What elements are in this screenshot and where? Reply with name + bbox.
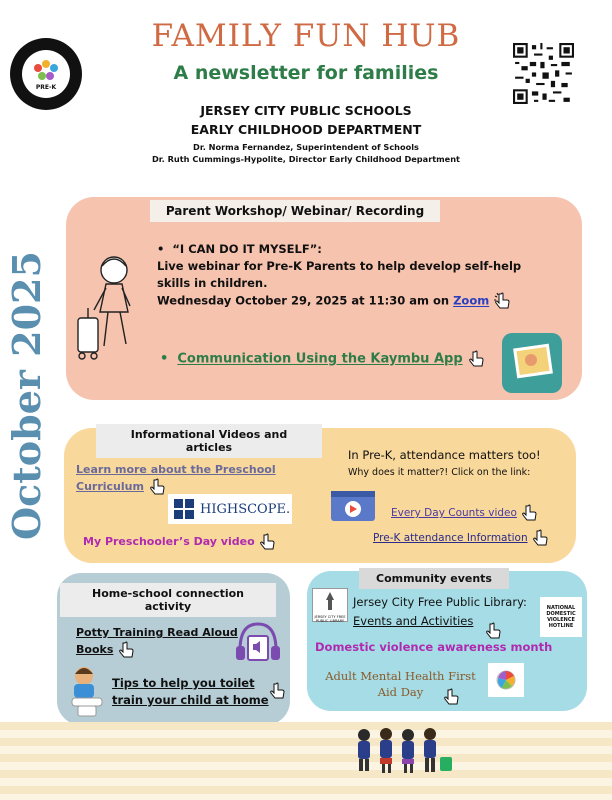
leaders-block — [110, 141, 502, 165]
pointer-hand-icon — [467, 350, 487, 368]
library-line-2-wrap — [353, 612, 538, 631]
tips-line-2-wrap — [112, 692, 292, 709]
attendance-subtitle: Why does it matter?! Click on the link: — [348, 467, 531, 478]
webinar-title-line — [157, 241, 557, 258]
month-text: October 2025 — [4, 251, 49, 540]
preschooler-day-line — [83, 533, 313, 551]
mental-health-logo — [488, 663, 524, 697]
attendance-info-line — [373, 529, 573, 547]
pointer-hand-icon — [531, 529, 551, 547]
library-events-link[interactable]: Events and Activities — [353, 614, 474, 628]
dv-link[interactable] — [315, 640, 575, 654]
child-with-suitcase-illustration — [74, 248, 144, 366]
potty-link-line-1[interactable]: Potty Training Read Aloud — [76, 626, 238, 639]
pointer-hand-icon — [442, 688, 462, 706]
curriculum-link-block[interactable] — [76, 462, 296, 496]
webinar-date-line — [157, 292, 557, 310]
newsletter-subtitle: A newsletter for families — [173, 62, 439, 84]
mental-health-line-1[interactable]: Adult Mental Health First — [325, 669, 476, 683]
superintendent-line: Dr. Norma Fernandez, Superintendent of Schools — [193, 142, 419, 152]
tips-block[interactable] — [112, 675, 292, 709]
footer-stripes — [0, 722, 612, 800]
library-block — [353, 593, 538, 631]
library-logo — [312, 588, 348, 622]
preschooler-day-link[interactable]: My Preschooler’s Day video — [83, 535, 255, 548]
potty-link-line-2[interactable]: Books — [76, 643, 114, 656]
month-vertical-label — [0, 250, 52, 550]
students-walking-illustration — [350, 727, 460, 775]
attendance-title: In Pre-K, attendance matters too! — [348, 448, 541, 462]
potty-line-2-wrap — [76, 641, 246, 659]
webinar-block — [157, 241, 557, 310]
organization-block — [110, 101, 502, 139]
potty-books-block[interactable] — [76, 625, 246, 659]
dv-hotline-logo — [540, 597, 582, 637]
webinar-date: Wednesday October 29, 2025 at 11:30 am on — [157, 293, 454, 308]
every-day-line — [391, 504, 551, 522]
curriculum-link-line-1[interactable]: Learn more about the Preschool — [76, 463, 276, 476]
dv-link-text[interactable]: Domestic violence awareness month — [315, 640, 553, 654]
pointer-hand-icon — [268, 682, 288, 700]
library-line-1: Jersey City Free Public Library: — [353, 595, 527, 609]
kaymbu-link[interactable]: Communication Using the Kaymbu App — [177, 351, 463, 367]
qr-code[interactable] — [513, 43, 574, 104]
video-player-icon[interactable] — [330, 490, 376, 522]
audiobook-headphones-icon — [234, 620, 282, 666]
pointer-hand-icon — [484, 622, 504, 640]
community-tag: Community events — [359, 568, 509, 589]
every-day-link[interactable]: Every Day Counts video — [391, 507, 517, 519]
pointer-hand-icon — [493, 292, 513, 310]
kaymbu-app-icon[interactable] — [501, 332, 563, 394]
logo-ring — [10, 38, 82, 110]
org-line-1: JERSEY CITY PUBLIC SCHOOLS — [200, 103, 412, 118]
tips-link-line-2[interactable]: train your child at home — [112, 693, 269, 707]
director-line: Dr. Ruth Cummings-Hypolite, Director Early Childhood Department — [152, 154, 460, 164]
library-logo-text: JERSEY CITY FREE PUBLIC LIBRARY — [314, 615, 346, 623]
library-torch-icon — [313, 589, 347, 611]
home-school-tag: Home-school connection activity — [60, 583, 276, 617]
mental-health-line-2[interactable]: Aid Day — [377, 685, 424, 699]
logo-center-text: PRE-K — [35, 84, 57, 91]
curriculum-link-line-2[interactable]: Curriculum — [76, 480, 144, 493]
pointer-hand-icon — [148, 478, 168, 496]
district-logo — [10, 38, 82, 110]
child-on-potty-illustration — [66, 664, 108, 718]
bullet-dot: • — [157, 242, 173, 256]
highscope-grid-icon — [174, 499, 194, 519]
webinar-title: “I CAN DO IT MYSELF”: — [172, 242, 322, 256]
newsletter-title: FAMILY FUN HUB — [151, 18, 461, 54]
webinar-desc-1: Live webinar for Pre-K Parents to help develop self-help — [157, 259, 522, 273]
tips-link-line-1[interactable]: Tips to help you toilet — [112, 676, 255, 690]
webinar-desc-2: skills in children. — [157, 276, 268, 290]
attendance-info-link[interactable]: Pre-K attendance Information — [373, 532, 528, 544]
org-line-2: EARLY CHILDHOOD DEPARTMENT — [190, 122, 422, 137]
highscope-logo[interactable] — [168, 494, 292, 524]
info-tag: Informational Videos and articles — [96, 424, 322, 458]
bullet-dot: • — [160, 351, 178, 367]
dv-hotline-text: NATIONAL DOMESTIC VIOLENCE HOTLINE — [546, 605, 576, 629]
highscope-wordmark: HIGHSCOPE. — [200, 501, 291, 517]
workshop-tag: Parent Workshop/ Webinar/ Recording — [150, 200, 440, 222]
pointer-hand-icon — [520, 504, 540, 522]
pointer-hand-icon — [117, 641, 137, 659]
zoom-link[interactable]: Zoom — [453, 293, 490, 308]
pointer-hand-icon — [258, 533, 278, 551]
kaymbu-line — [160, 350, 500, 368]
